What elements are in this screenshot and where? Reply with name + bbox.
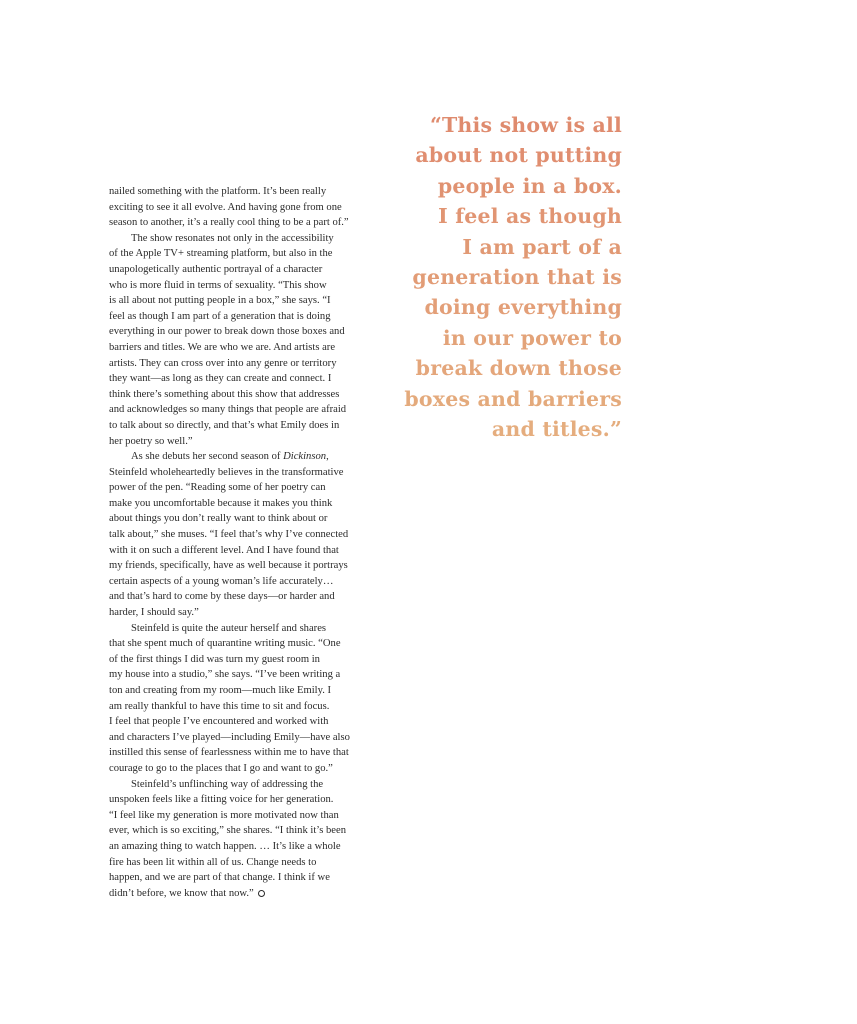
text-line: certain aspects of a young woman’s life accurately…: [109, 575, 334, 587]
text-line: power of the pen. “Reading some of her poetry can: [109, 482, 326, 494]
text-line: am really thankful to have this time to sit and focus.: [109, 700, 330, 712]
text-line: Steinfeld wholeheartedly believes in the transformative: [109, 466, 344, 478]
text-line: harder, I should say.”: [109, 607, 199, 619]
text-line: they want—as long as they can create and connect. I: [109, 373, 332, 385]
text-line: and acknowledges so many things that people are afraid: [109, 404, 347, 416]
pull-quote-line: boxes and barriers: [404, 386, 622, 411]
text-line: courage to go to the places that I go and want to go.”: [109, 762, 333, 774]
pull-quote-line: about not putting: [415, 143, 622, 168]
text-line: my friends, specifically, have as well because it portrays: [109, 560, 348, 572]
text-line: of the first things I did was turn my guest room in: [109, 653, 320, 665]
paragraph-2: [109, 231, 384, 449]
text-line: nailed something with the platform. It’s been really: [109, 186, 327, 197]
text-line: ever, which is so exciting,” she shares. “I think it’s been: [109, 825, 346, 837]
pull-quote: [400, 110, 622, 444]
text-line: make you uncomfortable because it makes you think: [109, 497, 333, 509]
text-line: ton and creating from my room—much like Emily. I: [109, 685, 332, 696]
text-line: barriers and titles. We are who we are. And artists are: [109, 341, 336, 353]
text-fragment: didn’t before, we know that now.”: [109, 887, 254, 899]
text-line: happen, and we are part of that change. I think if we: [109, 872, 330, 884]
text-line: is all about not putting people in a box,” she says. “I: [109, 295, 331, 307]
text-line: her poetry so well.”: [109, 435, 193, 447]
pull-quote-line: generation that is: [412, 265, 622, 290]
text-line: to talk about so directly, and that’s what Emily does in: [109, 419, 340, 431]
paragraph-5: [109, 777, 384, 902]
paragraph-1: [109, 184, 384, 231]
text-line: feel as though I am part of a generation that is doing: [109, 310, 331, 322]
pull-quote-line: I am part of a: [462, 234, 622, 259]
paragraph-4: [109, 621, 384, 777]
article-body: [109, 184, 384, 901]
text-line: and characters I’ve played—including Emily—have also: [109, 731, 350, 743]
text-line: The show resonates not only in the accessibility: [131, 232, 334, 244]
text-line: my house into a studio,” she says. “I’ve been writing a: [109, 669, 341, 681]
text-line: who is more fluid in terms of sexuality. “This show: [109, 279, 327, 291]
show-title: Dickinson: [283, 451, 327, 463]
pull-quote-line: people in a box.: [437, 173, 622, 198]
text-line: think there’s something about this show that addresses: [109, 388, 340, 400]
pull-quote-line: doing everything: [424, 295, 622, 320]
pull-quote-line: and titles.”: [491, 417, 622, 442]
text-line: unapologetically authentic portrayal of a character: [109, 263, 323, 275]
text-line: and that’s hard to come by these days—or harder and: [109, 591, 335, 603]
text-line: everything in our power to break down those boxes and: [109, 326, 345, 338]
text-line: instilled this sense of fearlessness within me to have that: [109, 747, 349, 759]
text-line: unspoken feels like a fitting voice for her generation.: [109, 794, 334, 806]
text-line: [109, 449, 384, 465]
text-line: [109, 886, 384, 902]
text-fragment: As she debuts her second season of: [131, 451, 284, 463]
text-line: exciting to see it all evolve. And having gone from one: [109, 201, 342, 213]
pull-quote-line: I feel as though: [438, 204, 622, 229]
text-line: artists. They can cross over into any genre or territory: [109, 357, 337, 369]
text-line: that she spent much of quarantine writing music. “One: [109, 638, 341, 650]
text-line: of the Apple TV+ streaming platform, but also in the: [109, 248, 333, 260]
text-line: about things you don’t really want to think about or: [109, 513, 328, 525]
pull-quote-line: break down those: [415, 356, 622, 381]
text-line: I feel that people I’ve encountered and worked with: [109, 716, 329, 728]
text-line: season to another, it’s a really cool thing to be a part of.”: [109, 217, 349, 229]
paragraph-3: [109, 449, 384, 621]
text-line: Steinfeld’s unflinching way of addressing the: [131, 778, 324, 790]
text-line: “I feel like my generation is more motivated now than: [109, 809, 339, 821]
text-line: fire has been lit within all of us. Change needs to: [109, 856, 317, 868]
text-line: Steinfeld is quite the auteur herself and shares: [131, 622, 327, 634]
pull-quote-line: “This show is all: [429, 113, 622, 137]
end-mark-icon: [258, 890, 265, 897]
text-line: with it on such a different level. And I have found that: [109, 544, 339, 556]
text-line: talk about,” she muses. “I feel that’s why I’ve connected: [109, 529, 349, 541]
text-line: an amazing thing to watch happen. … It’s like a whole: [109, 840, 341, 852]
text-fragment: ,: [326, 451, 329, 463]
pull-quote-line: in our power to: [442, 325, 622, 350]
